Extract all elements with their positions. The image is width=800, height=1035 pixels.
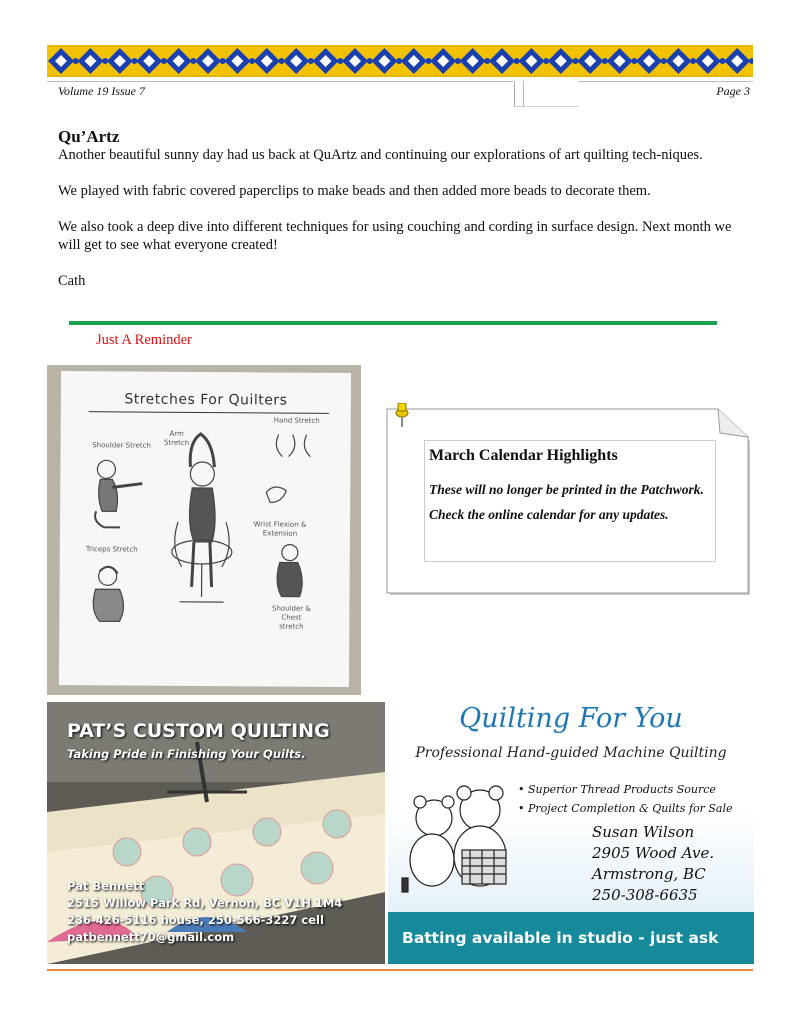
qfy-bullet-2-text: Project Completion & Quilts for Sale (528, 802, 733, 815)
diamond-pattern (47, 47, 753, 75)
stretches-title: Stretches For Quilters (124, 391, 288, 409)
qfy-bullet-2: • Project Completion & Quilts for Sale (518, 802, 733, 815)
article-title: Qu’Artz (58, 127, 120, 146)
qfy-bullet-list (518, 780, 733, 818)
header-tab-box (514, 81, 578, 107)
qfy-contact-name: Susan Wilson (592, 823, 695, 841)
header-banner (47, 45, 753, 77)
label-hand-stretch: Hand Stretch (273, 416, 320, 425)
section-divider (69, 321, 717, 325)
pat-email: patbennett70@gmail.com (67, 930, 235, 944)
pat-ad-contact (67, 878, 342, 946)
qfy-contact-street: 2905 Wood Ave. (592, 844, 715, 862)
article-paragraph-2: We played with fabric covered paperclips to make beads and then added more beads to decorate them. (58, 183, 651, 199)
stretches-sheet (59, 371, 351, 687)
pat-phones: 236-426-5116 house, 250-566-3227 cell (67, 913, 324, 927)
article-paragraph-3: We also took a deep dive into different techniques for using couching and cording in surface design. Next month we will get to see what everyone created! (58, 219, 732, 253)
article-paragraph-1: Another beautiful sunny day had us back at QuArtz and continuing our explorations of art quilting tech-niques. (58, 147, 703, 163)
qfy-batting-bar: Batting available in studio - just ask (388, 912, 754, 964)
qfy-contact-city: Armstrong, BC (592, 865, 706, 883)
qfy-bullet-1: • Superior Thread Products Source (518, 783, 716, 796)
pat-name: Pat Bennett (67, 879, 145, 893)
pat-address: 2515 Willow Park Rd, Vernon, BC V1H 1M4 (67, 896, 343, 910)
calendar-line-2: Check the online calendar for any updates. (429, 507, 669, 522)
label-wrist-flexion: Wrist Flexion & Extension (253, 520, 307, 538)
quilting-for-you-ad (388, 702, 754, 964)
header-rule (47, 81, 513, 82)
calendar-line-1: These will no longer be printed in the Patchwork. (429, 482, 704, 497)
label-chest-stretch: Shoulder & Chest stretch (271, 604, 311, 631)
header-rule-right (578, 81, 753, 82)
qfy-contact (592, 822, 714, 906)
stretches-photo (47, 365, 361, 695)
page-number: Page 3 (716, 84, 750, 98)
teddy-bears-illustration (392, 782, 522, 897)
banner-dot (749, 58, 753, 64)
calendar-highlights-box (424, 440, 716, 562)
qfy-title: Quilting For You (459, 703, 683, 734)
quartz-article (58, 128, 748, 308)
calendar-title: March Calendar Highlights (429, 447, 618, 464)
qfy-bullet-1-text: Superior Thread Products Source (528, 783, 716, 796)
pat-ad-tagline: Taking Pride in Finishing Your Quilts. (67, 747, 306, 761)
label-shoulder-stretch: Shoulder Stretch (92, 441, 151, 450)
footer-rule (47, 969, 753, 971)
label-arm-stretch: Arm Stretch (163, 429, 190, 447)
volume-label: Volume 19 Issue 7 (58, 84, 145, 98)
qfy-contact-phone: 250-308-6635 (592, 886, 698, 904)
label-triceps-stretch: Triceps Stretch (85, 545, 138, 554)
pats-custom-quilting-ad (47, 702, 385, 964)
article-signature: Cath (58, 273, 86, 289)
pat-ad-title: PAT’S CUSTOM QUILTING (67, 720, 330, 742)
reminder-heading: Just A Reminder (96, 332, 192, 348)
qfy-subtitle: Professional Hand-guided Machine Quilting (415, 745, 727, 761)
